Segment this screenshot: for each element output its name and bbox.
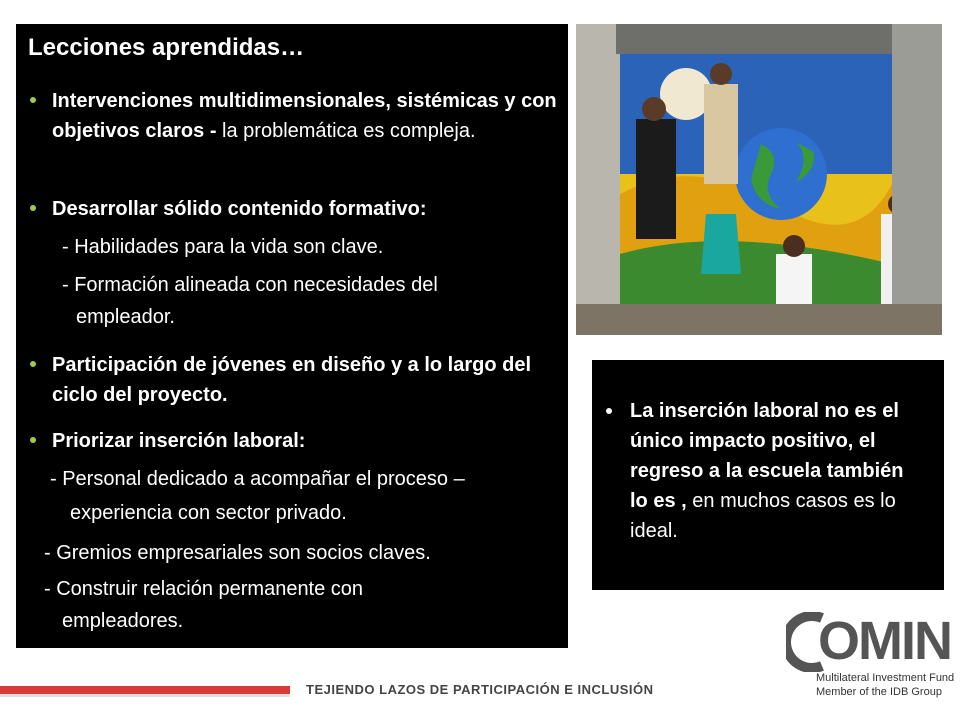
sub-item-employer-needs-cont: empleador. bbox=[76, 306, 175, 328]
footer-tagline: TEJIENDO LAZOS DE PARTICIPACIÓN E INCLUSIÓN bbox=[306, 682, 654, 697]
sub-item-employer-relationship: - Construir relación permanente con bbox=[44, 578, 364, 600]
impact-rest-text: en muchos casos es lo ideal. bbox=[630, 490, 896, 542]
impact-text bbox=[630, 396, 926, 546]
omin-logo bbox=[786, 604, 955, 708]
bullet-dot bbox=[606, 408, 612, 414]
bullet-dot bbox=[30, 194, 48, 224]
bullet-multidimensional bbox=[52, 86, 562, 146]
sub-item-dedicated-staff: - Personal dedicado a acompañar el proceso – bbox=[50, 468, 465, 490]
sub-item-employer-relationship-cont: empleadores. bbox=[62, 610, 184, 632]
logo-subtitle-2: Member of the IDB Group bbox=[816, 686, 942, 698]
sub-item-business-associations: - Gremios empresariales son socios claves. bbox=[44, 542, 431, 564]
bullet-dot bbox=[30, 350, 48, 380]
omin-wordmark: OMIN bbox=[818, 611, 951, 671]
bullet-rest-text: la problemática es compleja. bbox=[216, 120, 476, 142]
logo-subtitle-1: Multilateral Investment Fund bbox=[816, 672, 955, 684]
footer-grey-bar bbox=[0, 694, 290, 697]
bullet-youth-participation: Participación de jóvenes en diseño y a lo largo del ciclo del proyecto. bbox=[52, 354, 532, 406]
impact-panel bbox=[592, 360, 944, 590]
lessons-panel bbox=[16, 24, 568, 648]
bullet-training-content: Desarrollar sólido contenido formativo: bbox=[52, 198, 427, 220]
sub-item-life-skills: - Habilidades para la vida son clave. bbox=[62, 236, 384, 258]
bullet-dot bbox=[30, 86, 48, 116]
lessons-title: Lecciones aprendidas… bbox=[28, 34, 305, 61]
sub-item-employer-needs: - Formación alineada con necesidades del bbox=[62, 274, 438, 296]
bullet-labor-insertion: Priorizar inserción laboral: bbox=[52, 430, 306, 452]
mural-photo bbox=[576, 24, 942, 335]
mural-photo-graphic bbox=[576, 24, 942, 335]
sub-item-dedicated-staff-cont: experiencia con sector privado. bbox=[70, 502, 347, 524]
impact-bold-text: La inserción laboral no es el único impacto positivo, el regreso a la escuela también lo es , bbox=[630, 400, 904, 512]
bullet-bold-text: Intervenciones multidimensionales, sistémicas y con objetivos claros - bbox=[52, 90, 557, 142]
footer-red-bar bbox=[0, 686, 290, 694]
bullet-dot bbox=[30, 426, 48, 456]
